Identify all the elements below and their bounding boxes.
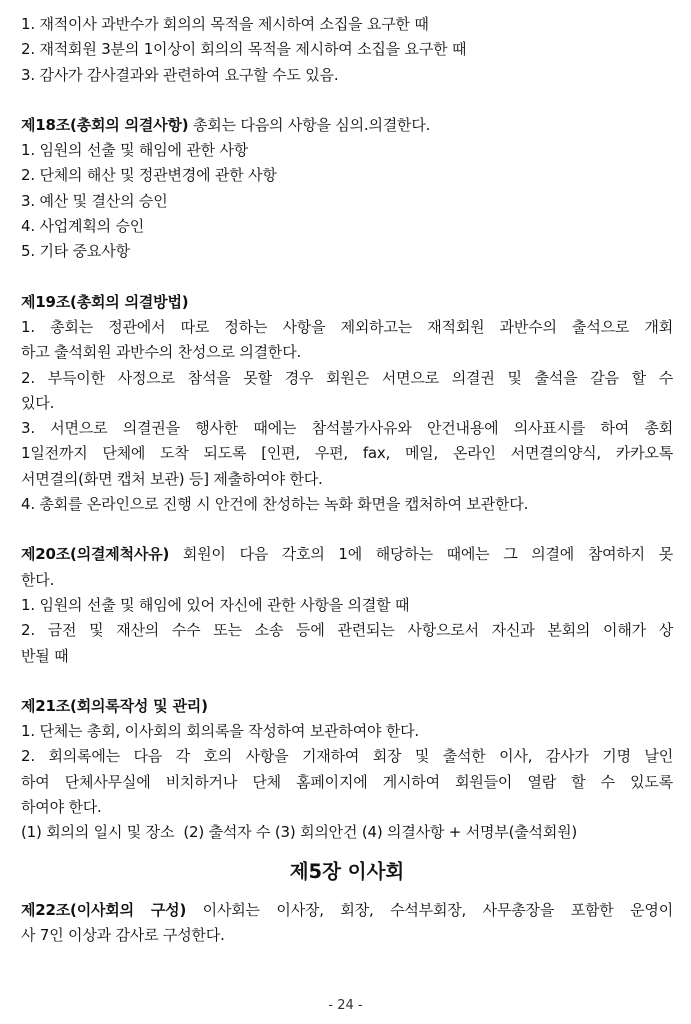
paragraph-line: 4. 총회를 온라인으로 진행 시 안건에 찬성하는 녹화 화면을 캡처하여 보관한다.	[21, 495, 529, 514]
list-item: 3. 감사가 감사결과와 관련하여 요구할 수도 있음.	[21, 65, 339, 84]
paragraph-line: 하여 단체사무실에 비치하거나 단체 홈페이지에 게시하여 회원들이 열람 할 수 있도록	[21, 772, 673, 791]
article-text: 회원이 다음 각호의 1에 해당하는 때에는 그 의결에 참여하지 못	[169, 545, 673, 564]
list-item: 2. 재적회원 3분의 1이상이 회의의 목적을 제시하여 소집을 요구한 때	[21, 40, 467, 59]
list-item: 1. 임원의 선출 및 해임에 관한 사항	[21, 141, 249, 160]
list-item: 4. 사업계획의 승인	[21, 217, 145, 236]
list-item: 1. 재적이사 과반수가 회의의 목적을 제시하여 소집을 요구한 때	[21, 15, 429, 33]
article-18	[21, 113, 673, 265]
article-title: 제18조(총회의 의결사항)	[21, 115, 189, 134]
paragraph-line: 있다.	[21, 393, 55, 412]
article-21	[21, 694, 673, 846]
paragraph-line: 하고 출석회원 과반수의 찬성으로 의결한다.	[21, 343, 302, 362]
article-text: 이사회는 이사장, 회장, 수석부회장, 사무총장을 포함한 운영이	[186, 900, 673, 919]
paragraph-line: 3. 서면으로 의결권을 행사한 때에는 참석불가사유와 안건내용에 의사표시를 하여 총회	[21, 419, 673, 438]
chapter-heading: 제5장 이사회	[289, 859, 405, 883]
article-title: 제20조(의결제척사유)	[21, 545, 170, 564]
article-heading-line	[21, 542, 673, 567]
paragraph-line: 한다.	[21, 570, 55, 589]
page-number: - 24 -	[328, 998, 363, 1013]
article-heading-line	[21, 898, 673, 923]
article-19	[21, 290, 673, 518]
paragraph-line: 1. 총회는 정관에서 따로 정하는 사항을 제외하고는 재적회원 과반수의 출석으로 개회	[21, 317, 673, 336]
article-title: 제19조(총회의 의결방법)	[21, 292, 189, 311]
paragraph-line: 사 7인 이상과 감사로 구성한다.	[21, 925, 225, 944]
paragraph-line: 2. 부득이한 사정으로 참석을 못할 경우 회원은 서면으로 의결권 및 출석을 갈음 할 수	[21, 368, 673, 387]
list-item: 5. 기타 중요사항	[21, 242, 130, 261]
article-text: 총회는 다음의 사항을 심의.의결한다.	[188, 115, 431, 134]
article-22	[21, 898, 673, 949]
document-page	[21, 12, 673, 948]
paragraph-line: 서면결의(화면 캡처 보관) 등] 제출하여야 한다.	[21, 469, 323, 488]
paragraph-line: 2. 회의록에는 다음 각 호의 사항을 기재하여 회장 및 출석한 이사, 감사가 기명 날인	[21, 747, 673, 766]
paragraph-line: 2. 금전 및 재산의 수수 또는 소송 등에 관련되는 사항으로서 자신과 본회의 이해가 상	[21, 621, 673, 640]
article-title: 제22조(이사회의 구성)	[21, 900, 187, 919]
list-item: 2. 단체의 해산 및 정관변경에 관한 사항	[21, 166, 277, 185]
convocation-conditions	[21, 12, 673, 88]
article-title: 제21조(회의록작성 및 관리)	[21, 696, 208, 715]
article-20	[21, 542, 673, 668]
paragraph-line: 1. 단체는 총회, 이사회의 회의록을 작성하여 보관하여야 한다.	[21, 722, 419, 741]
list-item: 3. 예산 및 결산의 승인	[21, 191, 168, 210]
paragraph-line: 1일전까지 단체에 도착 되도록 [인편, 우편, fax, 메일, 온라인 서면결의양식, 카카오톡	[21, 444, 673, 463]
paragraph-line: (1) 회의의 일시 및 장소 (2) 출석자 수 (3) 회의안건 (4) 의결사항 + 서명부(출석회원)	[21, 823, 578, 842]
paragraph-line: 하여야 한다.	[21, 798, 102, 817]
paragraph-line: 반될 때	[21, 646, 69, 665]
paragraph-line: 1. 임원의 선출 및 해임에 있어 자신에 관한 사항을 의결할 때	[21, 595, 410, 614]
article-heading-line	[21, 113, 673, 138]
